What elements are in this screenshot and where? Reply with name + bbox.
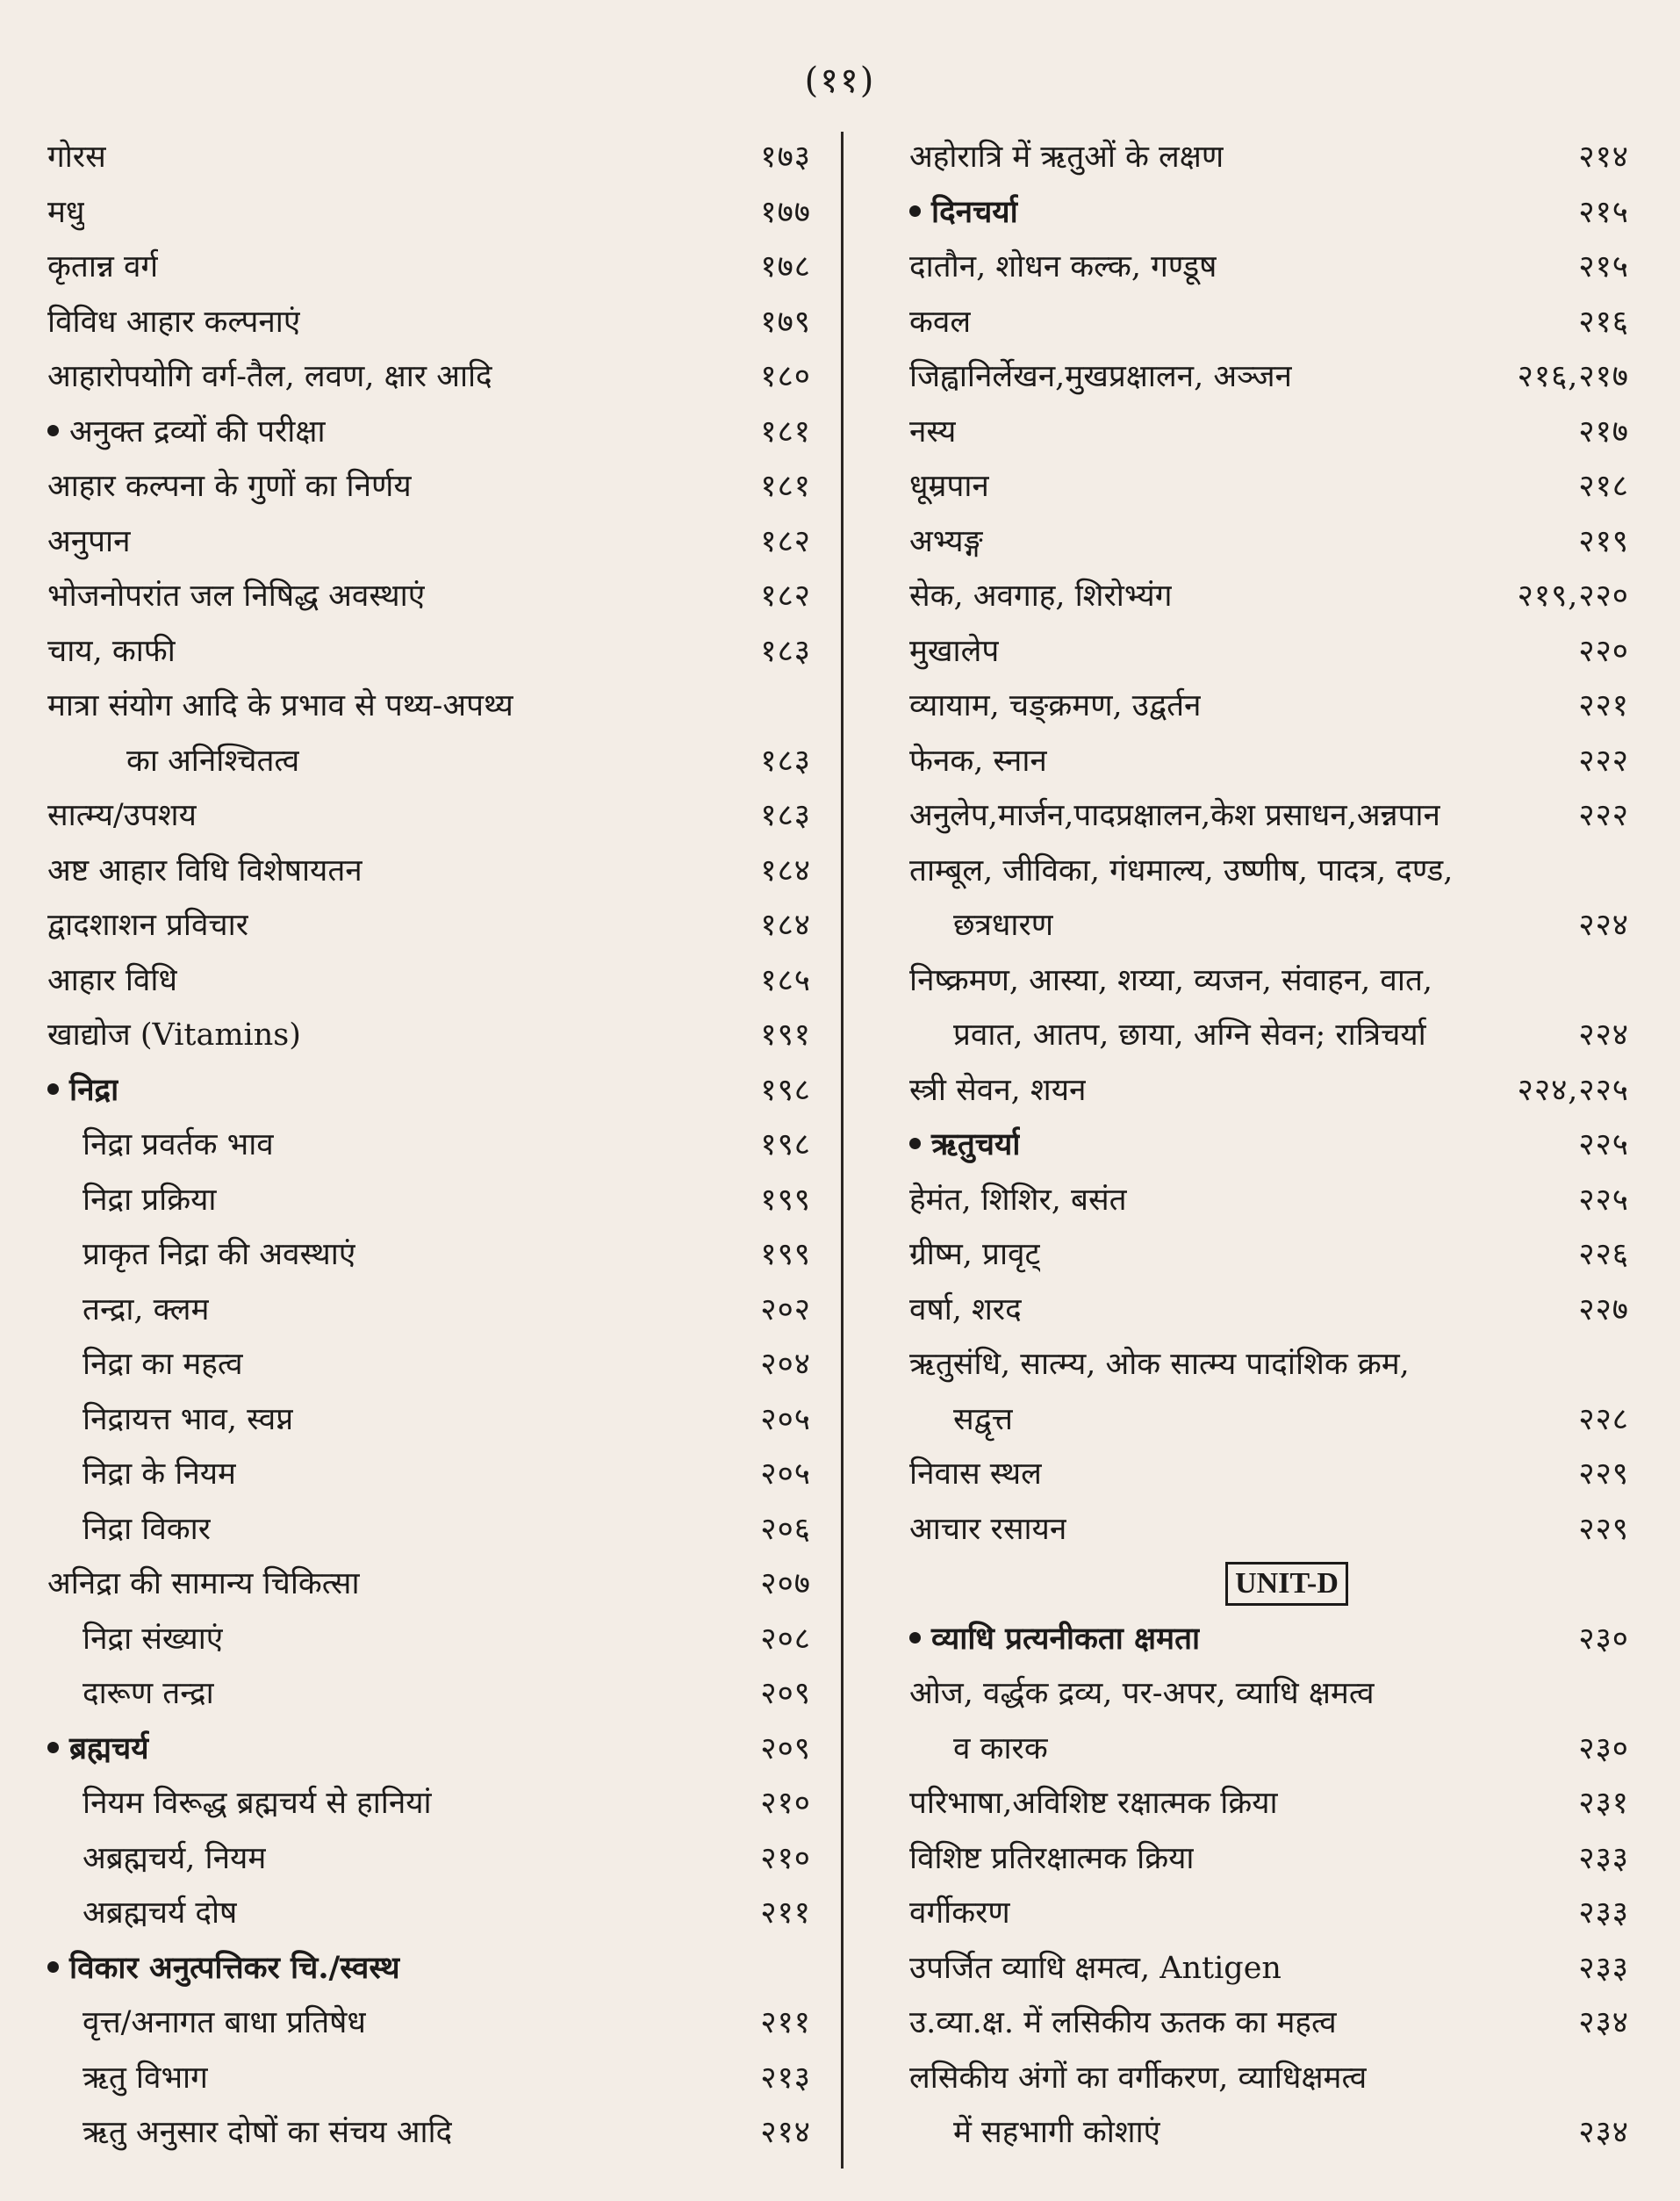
index-entry xyxy=(909,1996,1629,2051)
entry-page-number: २२६ xyxy=(1578,1237,1629,1272)
entry-label: मधु xyxy=(47,194,85,230)
entry-page-number: २०९ xyxy=(760,1676,811,1711)
entry-page-number: २०७ xyxy=(760,1566,811,1601)
entry-page-number: २१५ xyxy=(1578,194,1629,230)
entry-page-number: २२५ xyxy=(1578,1182,1629,1218)
index-entry xyxy=(909,1502,1629,1557)
index-entry xyxy=(909,1447,1629,1502)
index-section-heading xyxy=(47,1722,811,1777)
entry-label: आहार कल्पना के गुणों का निर्णय xyxy=(47,469,412,504)
entry-label: धूम्रपान xyxy=(909,469,989,504)
index-entry xyxy=(909,1008,1629,1063)
index-entry xyxy=(47,2105,811,2161)
index-entry xyxy=(909,2051,1629,2106)
entry-page-number: १९८ xyxy=(760,1127,811,1162)
entry-label: प्राकृत निद्रा की अवस्थाएं xyxy=(83,1237,356,1272)
entry-label: सात्म्य/उपशय xyxy=(47,798,197,833)
index-entry xyxy=(909,1886,1629,1941)
entry-label: ब्रह्मचर्य xyxy=(69,1730,149,1766)
index-section-heading xyxy=(909,1118,1629,1173)
index-entry xyxy=(909,624,1629,680)
entry-label: वृत्त/अनागत बाधा प्रतिषेध xyxy=(83,2005,366,2040)
entry-label: व्याधि प्रत्यनीकता क्षमता xyxy=(931,1620,1201,1657)
entry-label: कृतान्न वर्ग xyxy=(47,249,159,284)
entry-page-number: २३४ xyxy=(1578,2005,1629,2040)
entry-page-number: २२७ xyxy=(1578,1291,1629,1327)
entry-page-number: १८४ xyxy=(760,908,811,943)
entry-label: नस्य xyxy=(909,414,957,450)
entry-label: विकार अनुत्पत्तिकर चि./स्वस्थ xyxy=(69,1949,400,1986)
entry-label: निद्रा xyxy=(69,1071,119,1108)
index-entry xyxy=(47,1337,811,1392)
entry-label: निद्रा संख्याएं xyxy=(83,1621,224,1657)
entry-page-number: २१६ xyxy=(1578,304,1629,340)
bullet-icon xyxy=(909,1138,921,1149)
index-entry xyxy=(47,1996,811,2051)
entry-label: स्त्री सेवन, शयन xyxy=(909,1072,1087,1108)
index-entry xyxy=(909,898,1629,953)
index-entry xyxy=(909,349,1629,405)
bullet-icon xyxy=(47,1742,59,1753)
index-entry xyxy=(909,1227,1629,1283)
bullet-icon xyxy=(47,1083,59,1095)
entry-page-number: २१५ xyxy=(1578,249,1629,284)
entry-page-number: २१४ xyxy=(760,2115,811,2150)
entry-page-number: २२९ xyxy=(1578,1511,1629,1547)
bullet-icon xyxy=(909,205,921,217)
entry-page-number: १८३ xyxy=(760,633,811,669)
index-entry xyxy=(47,1227,811,1283)
left-column xyxy=(47,130,811,2161)
index-entry xyxy=(47,1776,811,1831)
entry-label: चाय, काफी xyxy=(47,633,176,669)
entry-page-number: २०९ xyxy=(760,1730,811,1766)
entry-label: ऋतुचर्या xyxy=(931,1126,1021,1162)
entry-page-number: २२४ xyxy=(1578,908,1629,943)
entry-label: व्यायाम, चङ्क्रमण, उद्वर्तन xyxy=(909,688,1202,723)
entry-label: अहोरात्रि में ऋतुओं के लक्षण xyxy=(909,140,1224,175)
entry-page-number: १८१ xyxy=(760,414,811,450)
entry-page-number: १९८ xyxy=(760,1072,811,1108)
entry-label: भोजनोपरांत जल निषिद्ध अवस्थाएं xyxy=(47,579,426,614)
entry-label: ऋतु विभाग xyxy=(83,2060,208,2096)
entry-label: निद्रा प्रक्रिया xyxy=(83,1182,217,1218)
index-entry xyxy=(47,1831,811,1887)
index-entry xyxy=(47,734,811,789)
index-entry xyxy=(909,679,1629,734)
index-entry xyxy=(909,1337,1629,1392)
entry-label: निद्रा विकार xyxy=(83,1511,212,1547)
entry-page-number: १८० xyxy=(760,359,811,394)
entry-label: दातौन, शोधन कल्क, गण्डूष xyxy=(909,249,1217,284)
index-entry xyxy=(47,130,811,185)
index-entry xyxy=(47,405,811,460)
index-section-heading xyxy=(47,1063,811,1118)
entry-page-number: १८४ xyxy=(760,852,811,888)
index-entry xyxy=(909,844,1629,899)
entry-page-number: २२९ xyxy=(1578,1457,1629,1492)
entry-page-number: २०५ xyxy=(760,1401,811,1437)
entry-label: वर्षा, शरद xyxy=(909,1291,1022,1327)
entry-page-number: १९९ xyxy=(760,1182,811,1218)
entry-page-number: १९९ xyxy=(760,1237,811,1272)
index-entry xyxy=(909,569,1629,624)
entry-page-number: १८२ xyxy=(760,523,811,559)
entry-label: खाद्योज (Vitamins) xyxy=(47,1018,301,1053)
entry-page-number: २३४ xyxy=(1578,2115,1629,2150)
index-entry xyxy=(47,1173,811,1228)
entry-page-number: २२८ xyxy=(1578,1401,1629,1437)
column-divider xyxy=(841,132,844,2169)
entry-label: ग्रीष्म, प्रावृट् xyxy=(909,1237,1041,1272)
entry-label: सद्वृत्त xyxy=(953,1401,1013,1437)
entry-page-number: २१९ xyxy=(1578,523,1629,559)
index-entry xyxy=(47,1612,811,1667)
index-entry xyxy=(909,1173,1629,1228)
index-entry xyxy=(47,459,811,514)
entry-page-number: २०५ xyxy=(760,1457,811,1492)
entry-page-number: २३३ xyxy=(1578,1895,1629,1931)
index-entry xyxy=(909,1283,1629,1338)
index-entry xyxy=(909,2105,1629,2161)
entry-label: में सहभागी कोशाएं xyxy=(953,2115,1161,2150)
index-entry xyxy=(909,130,1629,185)
entry-label: दारूण तन्द्रा xyxy=(83,1676,214,1711)
entry-label: अनुक्त द्रव्यों की परीक्षा xyxy=(69,414,326,450)
entry-label: निद्रायत्त भाव, स्वप्न xyxy=(83,1401,294,1437)
entry-label: द्वादशाशन प्रविचार xyxy=(47,908,249,943)
entry-page-number: २२४ xyxy=(1578,1018,1629,1053)
page-number: (११) xyxy=(804,61,876,101)
entry-page-number: १७३ xyxy=(760,140,811,175)
entry-page-number: १८१ xyxy=(760,469,811,504)
index-entry xyxy=(47,514,811,570)
entry-label: आचार रसायन xyxy=(909,1511,1067,1547)
index-entry xyxy=(909,405,1629,460)
entry-label: मात्रा संयोग आदि के प्रभाव से पथ्य-अपथ्य xyxy=(47,688,513,723)
index-entry xyxy=(47,1557,811,1612)
index-entry xyxy=(47,2051,811,2106)
entry-page-number: २३३ xyxy=(1578,1840,1629,1876)
index-entry xyxy=(909,1831,1629,1887)
index-entry xyxy=(47,679,811,734)
index-entry xyxy=(909,1666,1629,1722)
entry-label: नियम विरूद्ध ब्रह्मचर्य से हानियां xyxy=(83,1786,432,1821)
index-entry xyxy=(47,1283,811,1338)
entry-page-number: २२४,२२५ xyxy=(1517,1072,1629,1108)
entry-page-number: २२१ xyxy=(1578,688,1629,723)
index-entry xyxy=(47,1008,811,1063)
entry-page-number: १८३ xyxy=(760,743,811,779)
entry-label: वर्गीकरण xyxy=(909,1895,1010,1931)
entry-label: उपर्जित व्याधि क्षमत्व, Antigen xyxy=(909,1950,1282,1986)
index-entry xyxy=(47,295,811,350)
entry-label: सेक, अवगाह, शिरोभ्यंग xyxy=(909,579,1173,614)
entry-label: का अनिश्चितत्व xyxy=(126,743,300,779)
index-entry xyxy=(47,1886,811,1941)
index-entry xyxy=(909,1392,1629,1448)
entry-page-number: २१० xyxy=(760,1840,811,1876)
entry-page-number: १८३ xyxy=(760,798,811,833)
entry-label: परिभाषा,अविशिष्ट रक्षात्मक क्रिया xyxy=(909,1786,1278,1821)
entry-label: मुखालेप xyxy=(909,633,1000,669)
entry-page-number: २११ xyxy=(760,1895,811,1931)
entry-label: विशिष्ट प्रतिरक्षात्मक क्रिया xyxy=(909,1840,1195,1876)
entry-page-number: १७९ xyxy=(760,304,811,340)
index-entry xyxy=(909,788,1629,844)
entry-page-number: १८५ xyxy=(760,962,811,998)
entry-label: तन्द्रा, क्लम xyxy=(83,1291,210,1327)
unit-label: UNIT-D xyxy=(1225,1562,1348,1606)
entry-page-number: २३० xyxy=(1578,1621,1629,1657)
entry-label: दिनचर्या xyxy=(931,193,1018,230)
entry-page-number: २१० xyxy=(760,1786,811,1821)
entry-label: हेमंत, शिशिर, बसंत xyxy=(909,1182,1127,1218)
index-entry xyxy=(47,1502,811,1557)
entry-page-number: १९१ xyxy=(760,1018,811,1053)
index-entry xyxy=(47,844,811,899)
index-entry xyxy=(47,953,811,1009)
entry-page-number: २३१ xyxy=(1578,1786,1629,1821)
entry-label: गोरस xyxy=(47,140,106,175)
index-entry xyxy=(909,1776,1629,1831)
entry-label: लसिकीय अंगों का वर्गीकरण, व्याधिक्षमत्व xyxy=(909,2060,1368,2096)
index-entry xyxy=(47,569,811,624)
entry-page-number: २१६,२१७ xyxy=(1517,359,1629,394)
index-entry xyxy=(47,349,811,405)
entry-label: फेनक, स्नान xyxy=(909,743,1047,779)
index-entry xyxy=(909,953,1629,1009)
entry-page-number: २१४ xyxy=(1578,140,1629,175)
entry-page-number: २३० xyxy=(1578,1730,1629,1766)
entry-label: ऋतु अनुसार दोषों का संचय आदि xyxy=(83,2115,453,2150)
entry-label: ओज, वर्द्धक द्रव्य, पर-अपर, व्याधि क्षमत्व xyxy=(909,1676,1375,1711)
index-entry xyxy=(47,898,811,953)
index-entry xyxy=(909,1941,1629,1996)
entry-page-number: १७७ xyxy=(760,194,811,230)
entry-label: अब्रह्मचर्य, नियम xyxy=(83,1840,267,1876)
index-entry xyxy=(47,1447,811,1502)
entry-label: अनुपान xyxy=(47,523,131,559)
index-entry xyxy=(47,1392,811,1448)
entry-label: निद्रा प्रवर्तक भाव xyxy=(83,1127,274,1162)
entry-page-number: २०६ xyxy=(760,1511,811,1547)
unit-heading-row xyxy=(909,1557,1629,1612)
entry-label: उ.व्या.क्ष. में लसिकीय ऊतक का महत्व xyxy=(909,2005,1337,2040)
entry-page-number: २२२ xyxy=(1578,743,1629,779)
entry-page-number: २१८ xyxy=(1578,469,1629,504)
entry-label: अनुलेप,मार्जन,पादप्रक्षालन,केश प्रसाधन,अन्नपान xyxy=(909,798,1440,833)
entry-page-number: २१९,२२० xyxy=(1517,579,1629,614)
entry-label: ताम्बूल, जीविका, गंधमाल्य, उष्णीष, पादत्र, दण्ड, xyxy=(909,852,1454,888)
bullet-icon xyxy=(47,425,59,436)
entry-label: प्रवात, आतप, छाया, अग्नि सेवन; रात्रिचर्या xyxy=(953,1018,1426,1053)
entry-page-number: २२२ xyxy=(1578,798,1629,833)
entry-page-number: २११ xyxy=(760,2005,811,2040)
right-column xyxy=(909,130,1629,2161)
entry-page-number: १७८ xyxy=(760,249,811,284)
index-entry xyxy=(47,1118,811,1173)
index-entry xyxy=(909,1063,1629,1118)
entry-page-number: २१७ xyxy=(1578,414,1629,450)
index-entry xyxy=(909,295,1629,350)
entry-label: निष्क्रमण, आस्या, शय्या, व्यजन, संवाहन, वात, xyxy=(909,962,1433,998)
entry-label: कवल xyxy=(909,304,972,340)
entry-label: जिह्वानिर्लेखन,मुखप्रक्षालन, अञ्जन xyxy=(909,359,1292,394)
entry-page-number: २०४ xyxy=(760,1347,811,1382)
index-entry xyxy=(909,459,1629,514)
entry-label: ऋतुसंधि, सात्म्य, ओक सात्म्य पादांशिक क्रम, xyxy=(909,1347,1410,1382)
index-entry xyxy=(47,240,811,295)
index-entry xyxy=(909,240,1629,295)
entry-label: अष्ट आहार विधि विशेषायतन xyxy=(47,852,363,888)
entry-page-number: १८२ xyxy=(760,579,811,614)
index-section-heading xyxy=(47,1941,811,1996)
entry-label: अभ्यङ्ग xyxy=(909,523,983,559)
index-entry xyxy=(909,1722,1629,1777)
index-entry xyxy=(47,624,811,680)
entry-page-number: २२० xyxy=(1578,633,1629,669)
entry-page-number: २०२ xyxy=(760,1291,811,1327)
bullet-icon xyxy=(47,1961,59,1973)
bullet-icon xyxy=(909,1632,921,1644)
index-entry xyxy=(47,1666,811,1722)
entry-page-number: २२५ xyxy=(1578,1127,1629,1162)
entry-label: व कारक xyxy=(953,1730,1048,1766)
index-entry xyxy=(47,185,811,241)
index-section-heading xyxy=(909,1612,1629,1667)
entry-label: छत्रधारण xyxy=(953,908,1054,943)
entry-label: अनिद्रा की सामान्य चिकित्सा xyxy=(47,1566,360,1601)
entry-label: आहारोपयोगि वर्ग-तैल, लवण, क्षार आदि xyxy=(47,359,492,394)
index-section-heading xyxy=(909,185,1629,241)
entry-page-number: २१३ xyxy=(760,2060,811,2096)
entry-page-number: २०८ xyxy=(760,1621,811,1657)
entry-label: विविध आहार कल्पनाएं xyxy=(47,304,301,340)
index-entry xyxy=(47,788,811,844)
index-entry xyxy=(909,514,1629,570)
entry-page-number: २३३ xyxy=(1578,1950,1629,1986)
index-entry xyxy=(909,734,1629,789)
entry-label: निवास स्थल xyxy=(909,1457,1042,1492)
entry-label: निद्रा का महत्व xyxy=(83,1347,243,1382)
entry-label: आहार विधि xyxy=(47,962,177,998)
entry-label: निद्रा के नियम xyxy=(83,1457,236,1492)
entry-label: अब्रह्मचर्य दोष xyxy=(83,1895,238,1931)
